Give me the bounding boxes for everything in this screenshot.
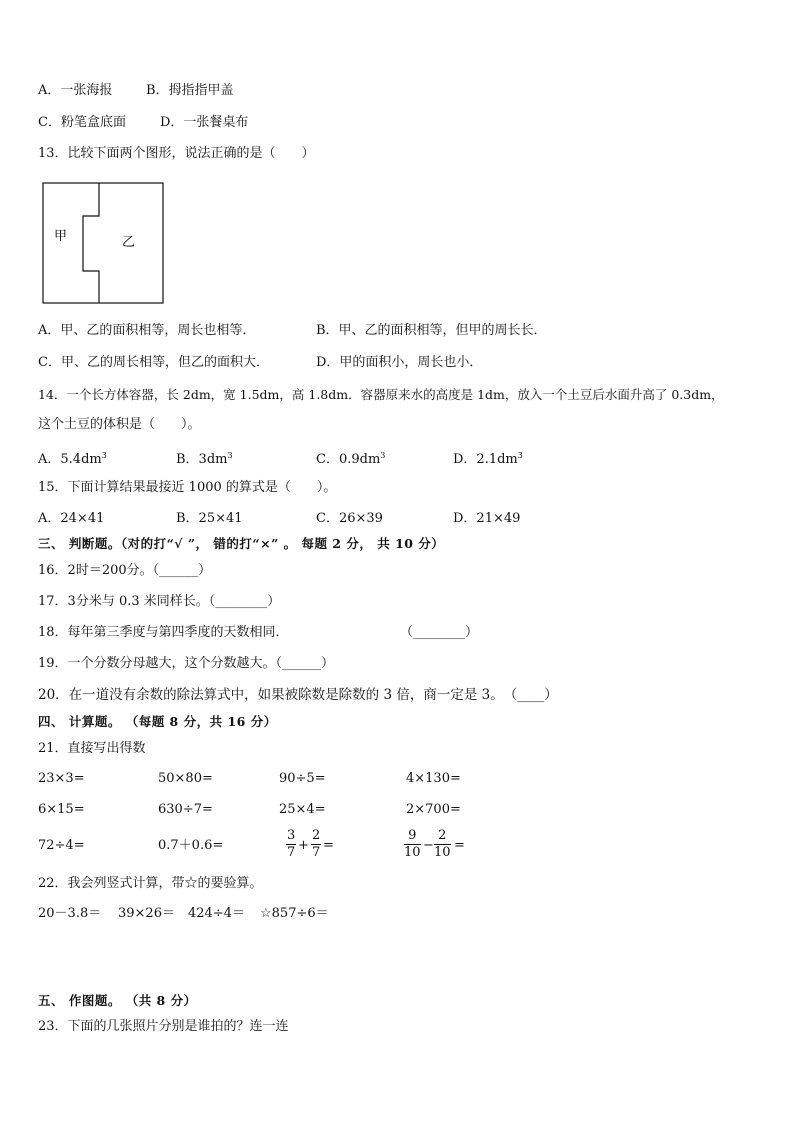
fraction <box>286 828 296 861</box>
q18-blank: （________） <box>400 625 479 640</box>
fraction <box>434 828 451 861</box>
q14-option-c <box>316 447 385 469</box>
calc-item: 90÷5= <box>279 771 326 786</box>
calc-item: 6×15= <box>38 802 85 817</box>
q13-stem: 13．比较下面两个图形，说法正确的是（ ） <box>38 146 315 161</box>
numerator: 9 <box>404 828 421 845</box>
q14-option-d-text: D．2.1dm <box>453 452 518 467</box>
q21-stem: 21．直接写出得数 <box>38 741 146 756</box>
q13-shape-diagram <box>42 182 164 304</box>
q15-stem: 15．下面计算结果最接近 1000 的算式是（ ）。 <box>38 480 337 495</box>
q22-stem: 22．我会列竖式计算，带☆的要验算。 <box>38 876 263 891</box>
q15-option-c: C．26×39 <box>316 511 383 526</box>
cube-superscript: 3 <box>227 451 233 460</box>
section-3-heading: 三、 判断题。（对的打“√ ”， 错的打“×” 。 每题 2 分， 共 10 分） <box>38 536 445 551</box>
vertical-calc-item: 39×26＝ <box>118 906 175 921</box>
q13-option-a: A．甲、乙的面积相等，周长也相等． <box>38 323 256 338</box>
operator: − <box>423 838 434 853</box>
q14-option-c-text: C．0.9dm <box>316 452 381 467</box>
q12-option-a: A．一张海报 <box>38 83 113 98</box>
q15-option-d: D．21×49 <box>453 511 521 526</box>
q12-option-b: B．拇指指甲盖 <box>146 83 234 98</box>
q17: 17．3分米与 0.3 米同样长。（________） <box>38 594 281 609</box>
calc-item: 23×3= <box>38 771 85 786</box>
calc-item: 0.7＋0.6= <box>158 838 224 853</box>
section-5-heading: 五、 作图题。 （共 8 分） <box>38 993 197 1008</box>
q16: 16．2时＝200分。（______） <box>38 563 212 578</box>
q13-figure <box>42 182 164 304</box>
q14-option-b <box>176 447 233 469</box>
denominator: 7 <box>312 845 321 860</box>
calc-item: 4×130= <box>406 771 461 786</box>
equals: = <box>323 838 334 853</box>
q12-option-c: C．粉笔盒底面 <box>38 115 126 130</box>
fraction <box>404 828 421 861</box>
calc-item: 50×80= <box>158 771 213 786</box>
denominator: 10 <box>404 845 421 860</box>
cube-superscript: 3 <box>380 451 386 460</box>
calc-item: 630÷7= <box>158 802 213 817</box>
q12-option-d: D．一张餐桌布 <box>160 115 249 130</box>
q14-option-a-text: A．5.4dm <box>38 452 102 467</box>
q20: 20．在一道没有余数的除法算式中，如果被除数是除数的 3 倍，商一定是 3。 （____） <box>38 687 558 703</box>
q13-option-c: C．甲、乙的周长相等，但乙的面积大． <box>38 355 269 370</box>
q14-stem-line1: 14．一个长方体容器，长 2dm，宽 1.5dm，高 1.8dm．容器原来水的高度是 1dm，放入一个土豆后水面升高了 0.3dm， <box>38 387 724 402</box>
q18-stem: 18．每年第三季度与第四季度的天数相同． <box>38 625 289 640</box>
q15-option-b: B．25×41 <box>176 511 243 526</box>
numerator: 2 <box>312 828 321 843</box>
cube-superscript: 3 <box>101 451 107 460</box>
q23-stem: 23．下面的几张照片分别是谁拍的？连一连 <box>38 1019 289 1034</box>
calc-item: 2×700= <box>406 802 461 817</box>
q14-stem-line2: 这个土豆的体积是（ ）。 <box>38 417 201 432</box>
vertical-calc-item: ☆857÷6＝ <box>260 906 329 921</box>
fraction <box>311 828 321 861</box>
denominator: 10 <box>434 845 451 860</box>
q19: 19．一个分数分母越大，这个分数越大。（______） <box>38 656 335 671</box>
q14-option-b-text: B．3dm <box>176 452 228 467</box>
figure-label-yi: 乙 <box>122 235 136 250</box>
numerator: 2 <box>434 828 451 845</box>
q13-option-b: B．甲、乙的面积相等，但甲的周长长． <box>316 323 547 338</box>
section-4-heading: 四、 计算题。 （每题 8 分，共 16 分） <box>38 714 277 729</box>
equals: = <box>454 838 465 853</box>
q14-option-a <box>38 447 107 469</box>
operator: + <box>298 838 309 853</box>
figure-label-jia: 甲 <box>54 229 68 244</box>
numerator: 3 <box>287 828 296 843</box>
q15-option-a: A．24×41 <box>38 511 105 526</box>
denominator: 7 <box>287 845 296 860</box>
vertical-calc-item: 20－3.8＝ <box>38 906 102 921</box>
calc-item: 72÷4= <box>38 838 85 853</box>
calc-item: 25×4= <box>279 802 326 817</box>
q13-option-d: D．甲的面积小，周长也小． <box>316 355 483 370</box>
vertical-calc-item: 424÷4＝ <box>188 906 245 921</box>
q14-option-d <box>453 447 523 469</box>
cube-superscript: 3 <box>517 451 523 460</box>
